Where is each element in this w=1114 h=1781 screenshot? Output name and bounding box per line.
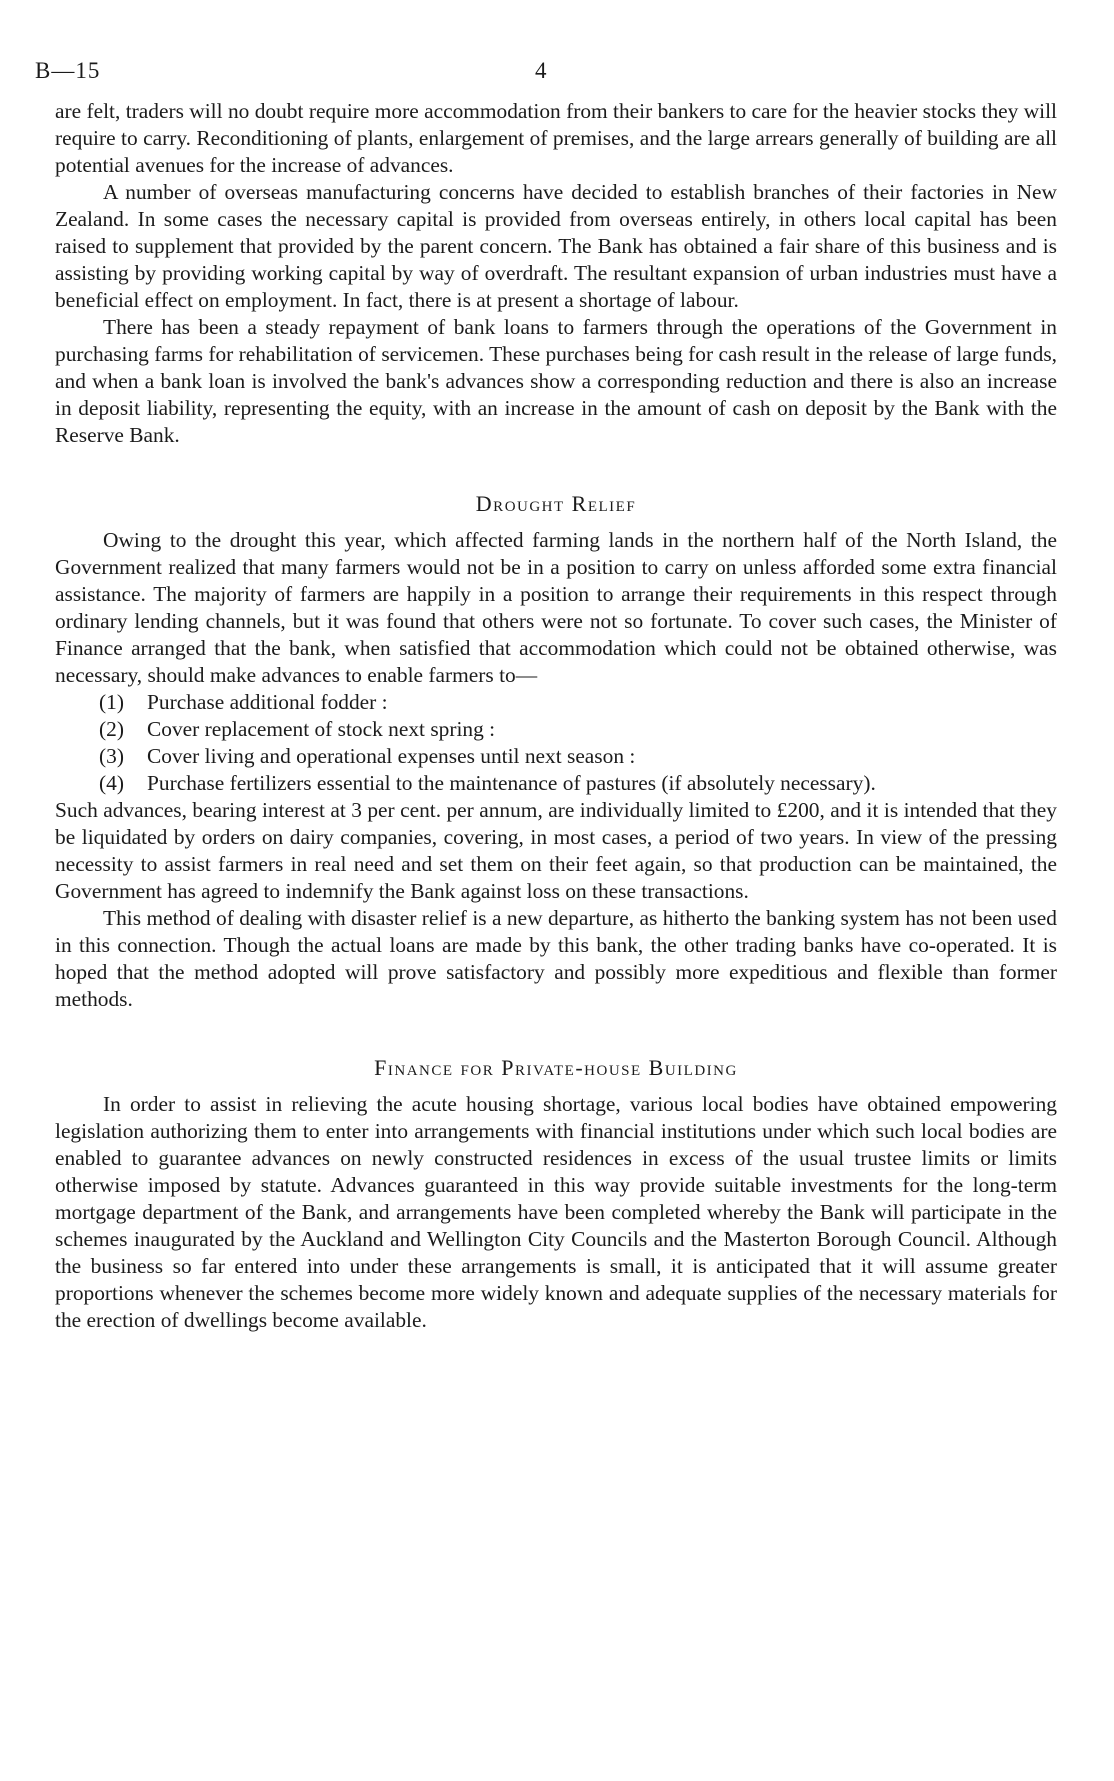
list-item-number: (1) — [99, 690, 124, 714]
parliamentary-paper-ref: B—15 — [35, 58, 101, 83]
housing-finance-heading: Finance for Private-house Building — [374, 1055, 738, 1080]
list-item — [55, 689, 1057, 716]
drought-closing-paragraph: This method of dealing with disaster relief is a new departure, as hitherto the banking system has not been used in this connection. Though the actual loans are made by this bank, the other trading banks have co-operated. It is hoped that the method adopted will prove satisfactory and possibly more expeditious and flexible than former methods. — [55, 906, 1057, 1011]
list-item-text: Cover replacement of stock next spring : — [147, 717, 496, 741]
list-item-number: (2) — [99, 717, 124, 741]
advance-purposes-list — [55, 689, 1057, 797]
list-item-number: (3) — [99, 744, 124, 768]
intro-paragraph-2: A number of overseas manufacturing concerns have decided to establish branches of their factories in New Zealand. In some cases the necessary capital is provided from overseas entirely, in others local capital has been raised to supplement that provided by the parent concern. The Bank has obtained a fair share of this business and is assisting by providing working capital by way of overdraft. The resultant expansion of urban industries must have a beneficial effect on employment. In fact, there is at present a shortage of labour. — [55, 180, 1057, 312]
housing-finance-section — [55, 1055, 1057, 1334]
list-item — [55, 716, 1057, 743]
list-item-number: (4) — [99, 771, 124, 795]
list-item-text: Purchase fertilizers essential to the maintenance of pastures (if absolutely necessary). — [147, 771, 876, 795]
list-item — [55, 770, 1057, 797]
list-item-text: Purchase additional fodder : — [147, 690, 388, 714]
drought-relief-heading: Drought Relief — [475, 491, 637, 516]
running-head — [35, 58, 1057, 98]
document-page — [35, 58, 1057, 1334]
list-item — [55, 743, 1057, 770]
intro-paragraph-1: are felt, traders will no doubt require more accommodation from their bankers to care for the heavier stocks they will require to carry. Reconditioning of plants, enlargement of premises, and the large arrears generally of building are all potential avenues for the increase of advances. — [55, 99, 1057, 177]
drought-intro-paragraph: Owing to the drought this year, which affected farming lands in the northern half of the North Island, the Government realized that many farmers would not be in a position to carry on unless afforded some extra financial assistance. The majority of farmers are happily in a position to arrange their requirements in this respect through ordinary lending channels, but it was found that others were not so fortunate. To cover such cases, the Minister of Finance arranged that the bank, when satisfied that accommodation which could not be obtained otherwise, was necessary, should make advances to enable farmers to— — [55, 528, 1057, 687]
list-item-text: Cover living and operational expenses until next season : — [147, 744, 636, 768]
drought-relief-section — [55, 491, 1057, 1013]
intro-section — [55, 98, 1057, 449]
page-number: 4 — [535, 58, 547, 83]
intro-paragraph-3: There has been a steady repayment of bank loans to farmers through the operations of the Government in purchasing farms for rehabilitation of servicemen. These purchases being for cash result in the release of large funds, and when a bank loan is involved the bank's advances show a corresponding reduction and there is also an increase in deposit liability, representing the equity, with an increase in the amount of cash on deposit by the Bank with the Reserve Bank. — [55, 315, 1057, 447]
drought-terms-paragraph: Such advances, bearing interest at 3 per cent. per annum, are individually limited to £200, and it is intended that they be liquidated by orders on dairy companies, covering, in most cases, a period of two years. In view of the pressing necessity to assist farmers in real need and set them on their feet again, so that production can be maintained, the Government has agreed to indemnify the Bank against loss on these transactions. — [55, 798, 1057, 903]
housing-paragraph: In order to assist in relieving the acute housing shortage, various local bodies have obtained empowering legislation authorizing them to enter into arrangements with financial institutions under which such local bodies are enabled to guarantee advances on newly constructed residences in excess of the usual trustee limits or limits otherwise imposed by statute. Advances guaranteed in this way provide suitable investments for the long-term mortgage department of the Bank, and arrangements have been completed whereby the Bank will participate in the schemes inaugurated by the Auckland and Wellington City Councils and the Masterton Borough Council. Although the business so far entered into under these arrangements is small, it is anticipated that it will assume greater proportions whenever the schemes become more widely known and adequate supplies of the necessary materials for the erection of dwellings become available. — [55, 1092, 1057, 1332]
